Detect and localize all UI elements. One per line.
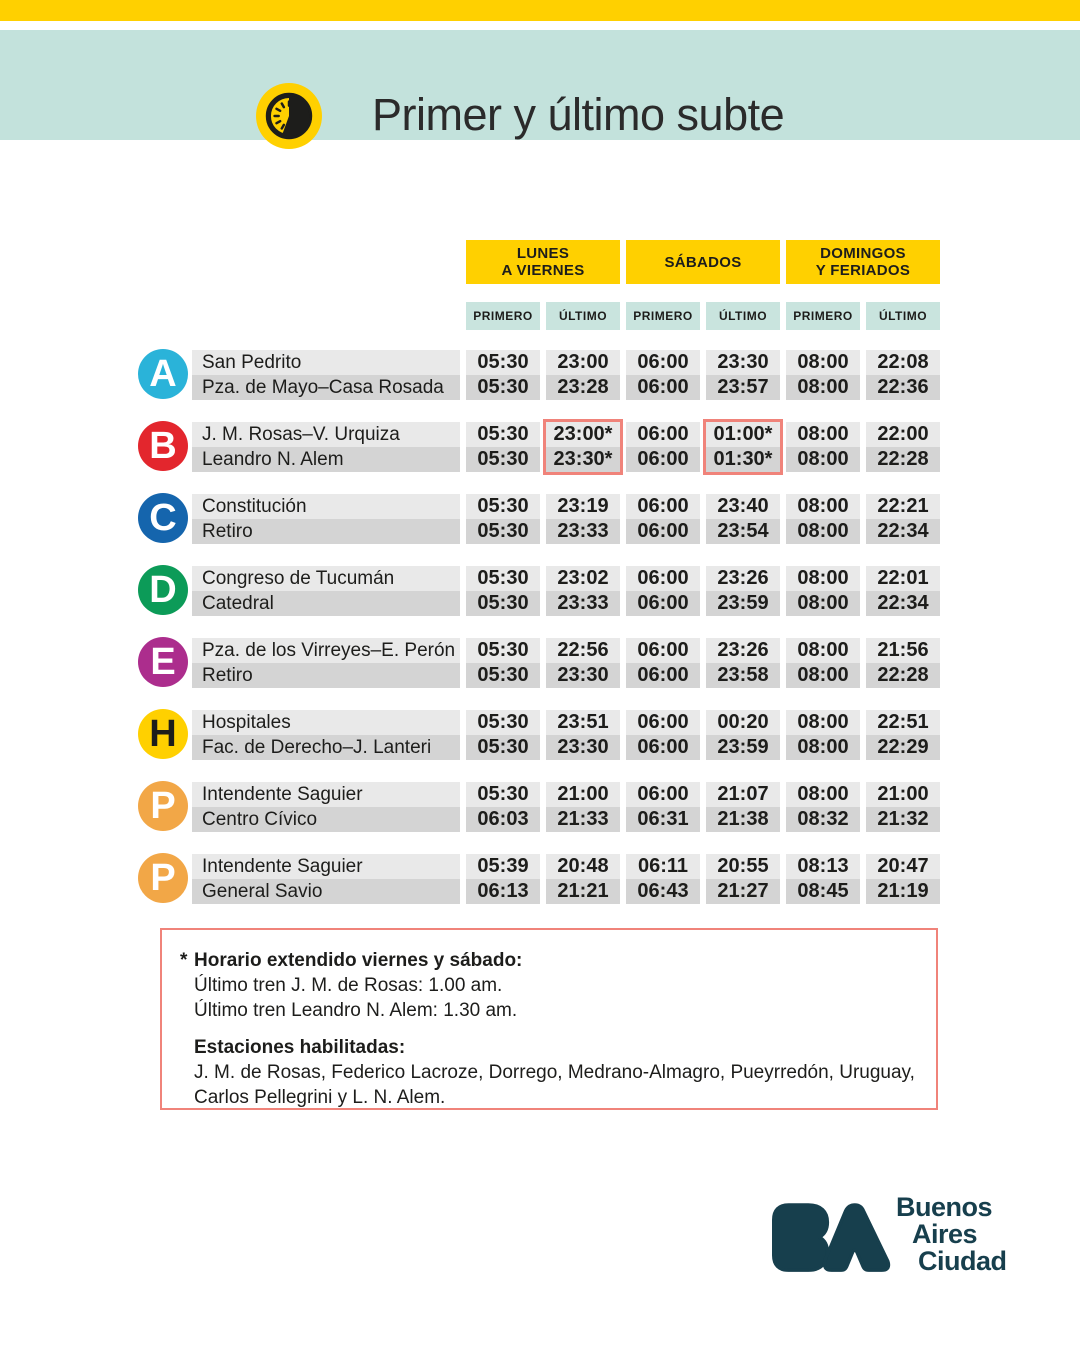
time-cell: 01:30* bbox=[706, 447, 780, 472]
station-name: Pza. de Mayo–Casa Rosada bbox=[192, 375, 460, 400]
time-cell: 22:34 bbox=[866, 519, 940, 544]
time-cell: 06:00 bbox=[626, 422, 700, 447]
time-cell: 23:33 bbox=[546, 591, 620, 616]
line-group bbox=[0, 350, 1080, 400]
line-group bbox=[0, 422, 1080, 472]
time-cell: 06:00 bbox=[626, 447, 700, 472]
station-name: Centro Cívico bbox=[192, 807, 460, 832]
time-cell: 22:51 bbox=[866, 710, 940, 735]
subheader-primero: PRIMERO bbox=[786, 302, 860, 330]
station-name: Retiro bbox=[192, 663, 460, 688]
time-cell: 23:58 bbox=[706, 663, 780, 688]
station-name: Pza. de los Virreyes–E. Perón bbox=[192, 638, 460, 663]
line-badge-E: E bbox=[138, 637, 188, 687]
line-group bbox=[0, 638, 1080, 688]
time-cell: 08:32 bbox=[786, 807, 860, 832]
time-cell: 06:00 bbox=[626, 735, 700, 760]
time-cell: 05:30 bbox=[466, 494, 540, 519]
time-cell: 00:20 bbox=[706, 710, 780, 735]
time-cell: 06:11 bbox=[626, 854, 700, 879]
time-cell: 23:54 bbox=[706, 519, 780, 544]
station-name: Constitución bbox=[192, 494, 460, 519]
line-badge-H: H bbox=[138, 709, 188, 759]
time-cell: 23:00 bbox=[546, 350, 620, 375]
top-yellow-bar bbox=[0, 0, 1080, 21]
station-name: Catedral bbox=[192, 591, 460, 616]
subheader-primero: PRIMERO bbox=[466, 302, 540, 330]
time-cell: 08:00 bbox=[786, 447, 860, 472]
time-cell: 21:27 bbox=[706, 879, 780, 904]
time-cell: 23:33 bbox=[546, 519, 620, 544]
line-badge-P: P bbox=[138, 781, 188, 831]
line-badge-P: P bbox=[138, 853, 188, 903]
time-cell: 23:30 bbox=[706, 350, 780, 375]
time-cell: 21:32 bbox=[866, 807, 940, 832]
time-cell: 21:00 bbox=[546, 782, 620, 807]
header-band bbox=[0, 30, 1080, 140]
ba-logo-icon bbox=[772, 1196, 892, 1280]
day-group-label-line: SÁBADOS bbox=[664, 253, 742, 271]
time-cell: 08:00 bbox=[786, 782, 860, 807]
time-cell: 08:00 bbox=[786, 663, 860, 688]
day-group-header bbox=[626, 240, 780, 284]
time-cell: 21:38 bbox=[706, 807, 780, 832]
station-name: Retiro bbox=[192, 519, 460, 544]
time-cell: 20:55 bbox=[706, 854, 780, 879]
time-cell: 08:45 bbox=[786, 879, 860, 904]
time-cell: 06:00 bbox=[626, 494, 700, 519]
time-cell: 05:30 bbox=[466, 422, 540, 447]
day-group-header bbox=[466, 240, 620, 284]
time-cell: 05:30 bbox=[466, 663, 540, 688]
line-badge-B: B bbox=[138, 421, 188, 471]
time-cell: 01:00* bbox=[706, 422, 780, 447]
time-cell: 23:26 bbox=[706, 566, 780, 591]
time-cell: 23:59 bbox=[706, 591, 780, 616]
time-cell: 22:29 bbox=[866, 735, 940, 760]
station-name: J. M. Rosas–V. Urquiza bbox=[192, 422, 460, 447]
station-name: San Pedrito bbox=[192, 350, 460, 375]
station-name: Fac. de Derecho–J. Lanteri bbox=[192, 735, 460, 760]
day-group-label-line: A VIERNES bbox=[501, 262, 585, 279]
time-cell: 23:57 bbox=[706, 375, 780, 400]
time-cell: 22:28 bbox=[866, 447, 940, 472]
asterisk: * bbox=[180, 950, 188, 971]
time-cell: 06:00 bbox=[626, 375, 700, 400]
footnote-line: J. M. de Rosas, Federico Lacroze, Dorrego, Medrano-Almagro, Pueyrredón, Uruguay, bbox=[194, 1062, 915, 1083]
line-badge-A: A bbox=[138, 349, 188, 399]
station-name: Leandro N. Alem bbox=[192, 447, 460, 472]
time-cell: 23:02 bbox=[546, 566, 620, 591]
time-cell: 06:00 bbox=[626, 566, 700, 591]
station-name: Intendente Saguier bbox=[192, 854, 460, 879]
time-cell: 08:13 bbox=[786, 854, 860, 879]
line-group bbox=[0, 782, 1080, 832]
time-cell: 23:00* bbox=[546, 422, 620, 447]
time-cell: 06:00 bbox=[626, 638, 700, 663]
time-cell: 05:30 bbox=[466, 519, 540, 544]
time-cell: 08:00 bbox=[786, 350, 860, 375]
time-cell: 06:00 bbox=[626, 710, 700, 735]
time-cell: 05:30 bbox=[466, 375, 540, 400]
time-cell: 06:03 bbox=[466, 807, 540, 832]
page-title: Primer y último subte bbox=[372, 89, 785, 140]
time-cell: 05:30 bbox=[466, 350, 540, 375]
time-cell: 22:36 bbox=[866, 375, 940, 400]
time-cell: 05:30 bbox=[466, 591, 540, 616]
station-name: Congreso de Tucumán bbox=[192, 566, 460, 591]
footnote-heading-stations: Estaciones habilitadas: bbox=[194, 1037, 406, 1058]
time-cell: 08:00 bbox=[786, 566, 860, 591]
time-cell: 23:51 bbox=[546, 710, 620, 735]
line-group bbox=[0, 494, 1080, 544]
day-group-label-line: DOMINGOS bbox=[820, 245, 906, 262]
logo-wordmark: Buenos Aires Ciudad bbox=[896, 1192, 1007, 1276]
time-cell: 21:07 bbox=[706, 782, 780, 807]
time-cell: 08:00 bbox=[786, 638, 860, 663]
station-name: Intendente Saguier bbox=[192, 782, 460, 807]
footnote-box bbox=[160, 928, 938, 1110]
time-cell: 06:00 bbox=[626, 782, 700, 807]
station-name: General Savio bbox=[192, 879, 460, 904]
time-cell: 22:21 bbox=[866, 494, 940, 519]
time-cell: 08:00 bbox=[786, 710, 860, 735]
time-cell: 08:00 bbox=[786, 494, 860, 519]
time-cell: 05:30 bbox=[466, 735, 540, 760]
time-cell: 05:30 bbox=[466, 782, 540, 807]
time-cell: 23:59 bbox=[706, 735, 780, 760]
day-group-header bbox=[786, 240, 940, 284]
time-cell: 06:43 bbox=[626, 879, 700, 904]
time-cell: 08:00 bbox=[786, 422, 860, 447]
time-cell: 23:19 bbox=[546, 494, 620, 519]
time-cell: 05:39 bbox=[466, 854, 540, 879]
time-cell: 06:00 bbox=[626, 519, 700, 544]
time-cell: 08:00 bbox=[786, 591, 860, 616]
time-cell: 20:48 bbox=[546, 854, 620, 879]
time-cell: 22:00 bbox=[866, 422, 940, 447]
time-cell: 05:30 bbox=[466, 638, 540, 663]
time-cell: 21:19 bbox=[866, 879, 940, 904]
time-cell: 21:21 bbox=[546, 879, 620, 904]
time-cell: 05:30 bbox=[466, 566, 540, 591]
time-cell: 06:31 bbox=[626, 807, 700, 832]
time-cell: 23:28 bbox=[546, 375, 620, 400]
time-cell: 21:56 bbox=[866, 638, 940, 663]
time-cell: 05:30 bbox=[466, 710, 540, 735]
footnote-line: Último tren J. M. de Rosas: 1.00 am. bbox=[194, 975, 503, 996]
station-name: Hospitales bbox=[192, 710, 460, 735]
line-badge-C: C bbox=[138, 493, 188, 543]
time-cell: 06:00 bbox=[626, 663, 700, 688]
time-cell: 08:00 bbox=[786, 375, 860, 400]
footnote-line: Último tren Leandro N. Alem: 1.30 am. bbox=[194, 1000, 518, 1021]
time-cell: 08:00 bbox=[786, 735, 860, 760]
subheader-primero: PRIMERO bbox=[626, 302, 700, 330]
time-cell: 08:00 bbox=[786, 519, 860, 544]
line-group bbox=[0, 710, 1080, 760]
time-cell: 23:30* bbox=[546, 447, 620, 472]
subheader-ultimo: ÚLTIMO bbox=[546, 302, 620, 330]
time-cell: 23:40 bbox=[706, 494, 780, 519]
line-group bbox=[0, 854, 1080, 904]
subheader-ultimo: ÚLTIMO bbox=[866, 302, 940, 330]
line-badge-D: D bbox=[138, 565, 188, 615]
time-cell: 22:56 bbox=[546, 638, 620, 663]
time-cell: 05:30 bbox=[466, 447, 540, 472]
time-cell: 21:33 bbox=[546, 807, 620, 832]
footnote-line: Carlos Pellegrini y L. N. Alem. bbox=[194, 1087, 446, 1108]
footnote-heading-extended: * Horario extendido viernes y sábado: bbox=[180, 950, 523, 971]
time-cell: 06:00 bbox=[626, 591, 700, 616]
subheader-ultimo: ÚLTIMO bbox=[706, 302, 780, 330]
time-cell: 23:26 bbox=[706, 638, 780, 663]
clock-icon bbox=[256, 83, 322, 149]
time-cell: 23:30 bbox=[546, 663, 620, 688]
time-cell: 22:08 bbox=[866, 350, 940, 375]
time-cell: 06:00 bbox=[626, 350, 700, 375]
time-cell: 21:00 bbox=[866, 782, 940, 807]
buenos-aires-ciudad-logo bbox=[772, 1192, 1018, 1280]
time-cell: 22:28 bbox=[866, 663, 940, 688]
line-group bbox=[0, 566, 1080, 616]
time-cell: 22:01 bbox=[866, 566, 940, 591]
time-cell: 06:13 bbox=[466, 879, 540, 904]
time-cell: 20:47 bbox=[866, 854, 940, 879]
day-group-label-line: Y FERIADOS bbox=[815, 262, 911, 279]
day-group-label-line: LUNES bbox=[516, 245, 570, 262]
time-cell: 23:30 bbox=[546, 735, 620, 760]
time-cell: 22:34 bbox=[866, 591, 940, 616]
